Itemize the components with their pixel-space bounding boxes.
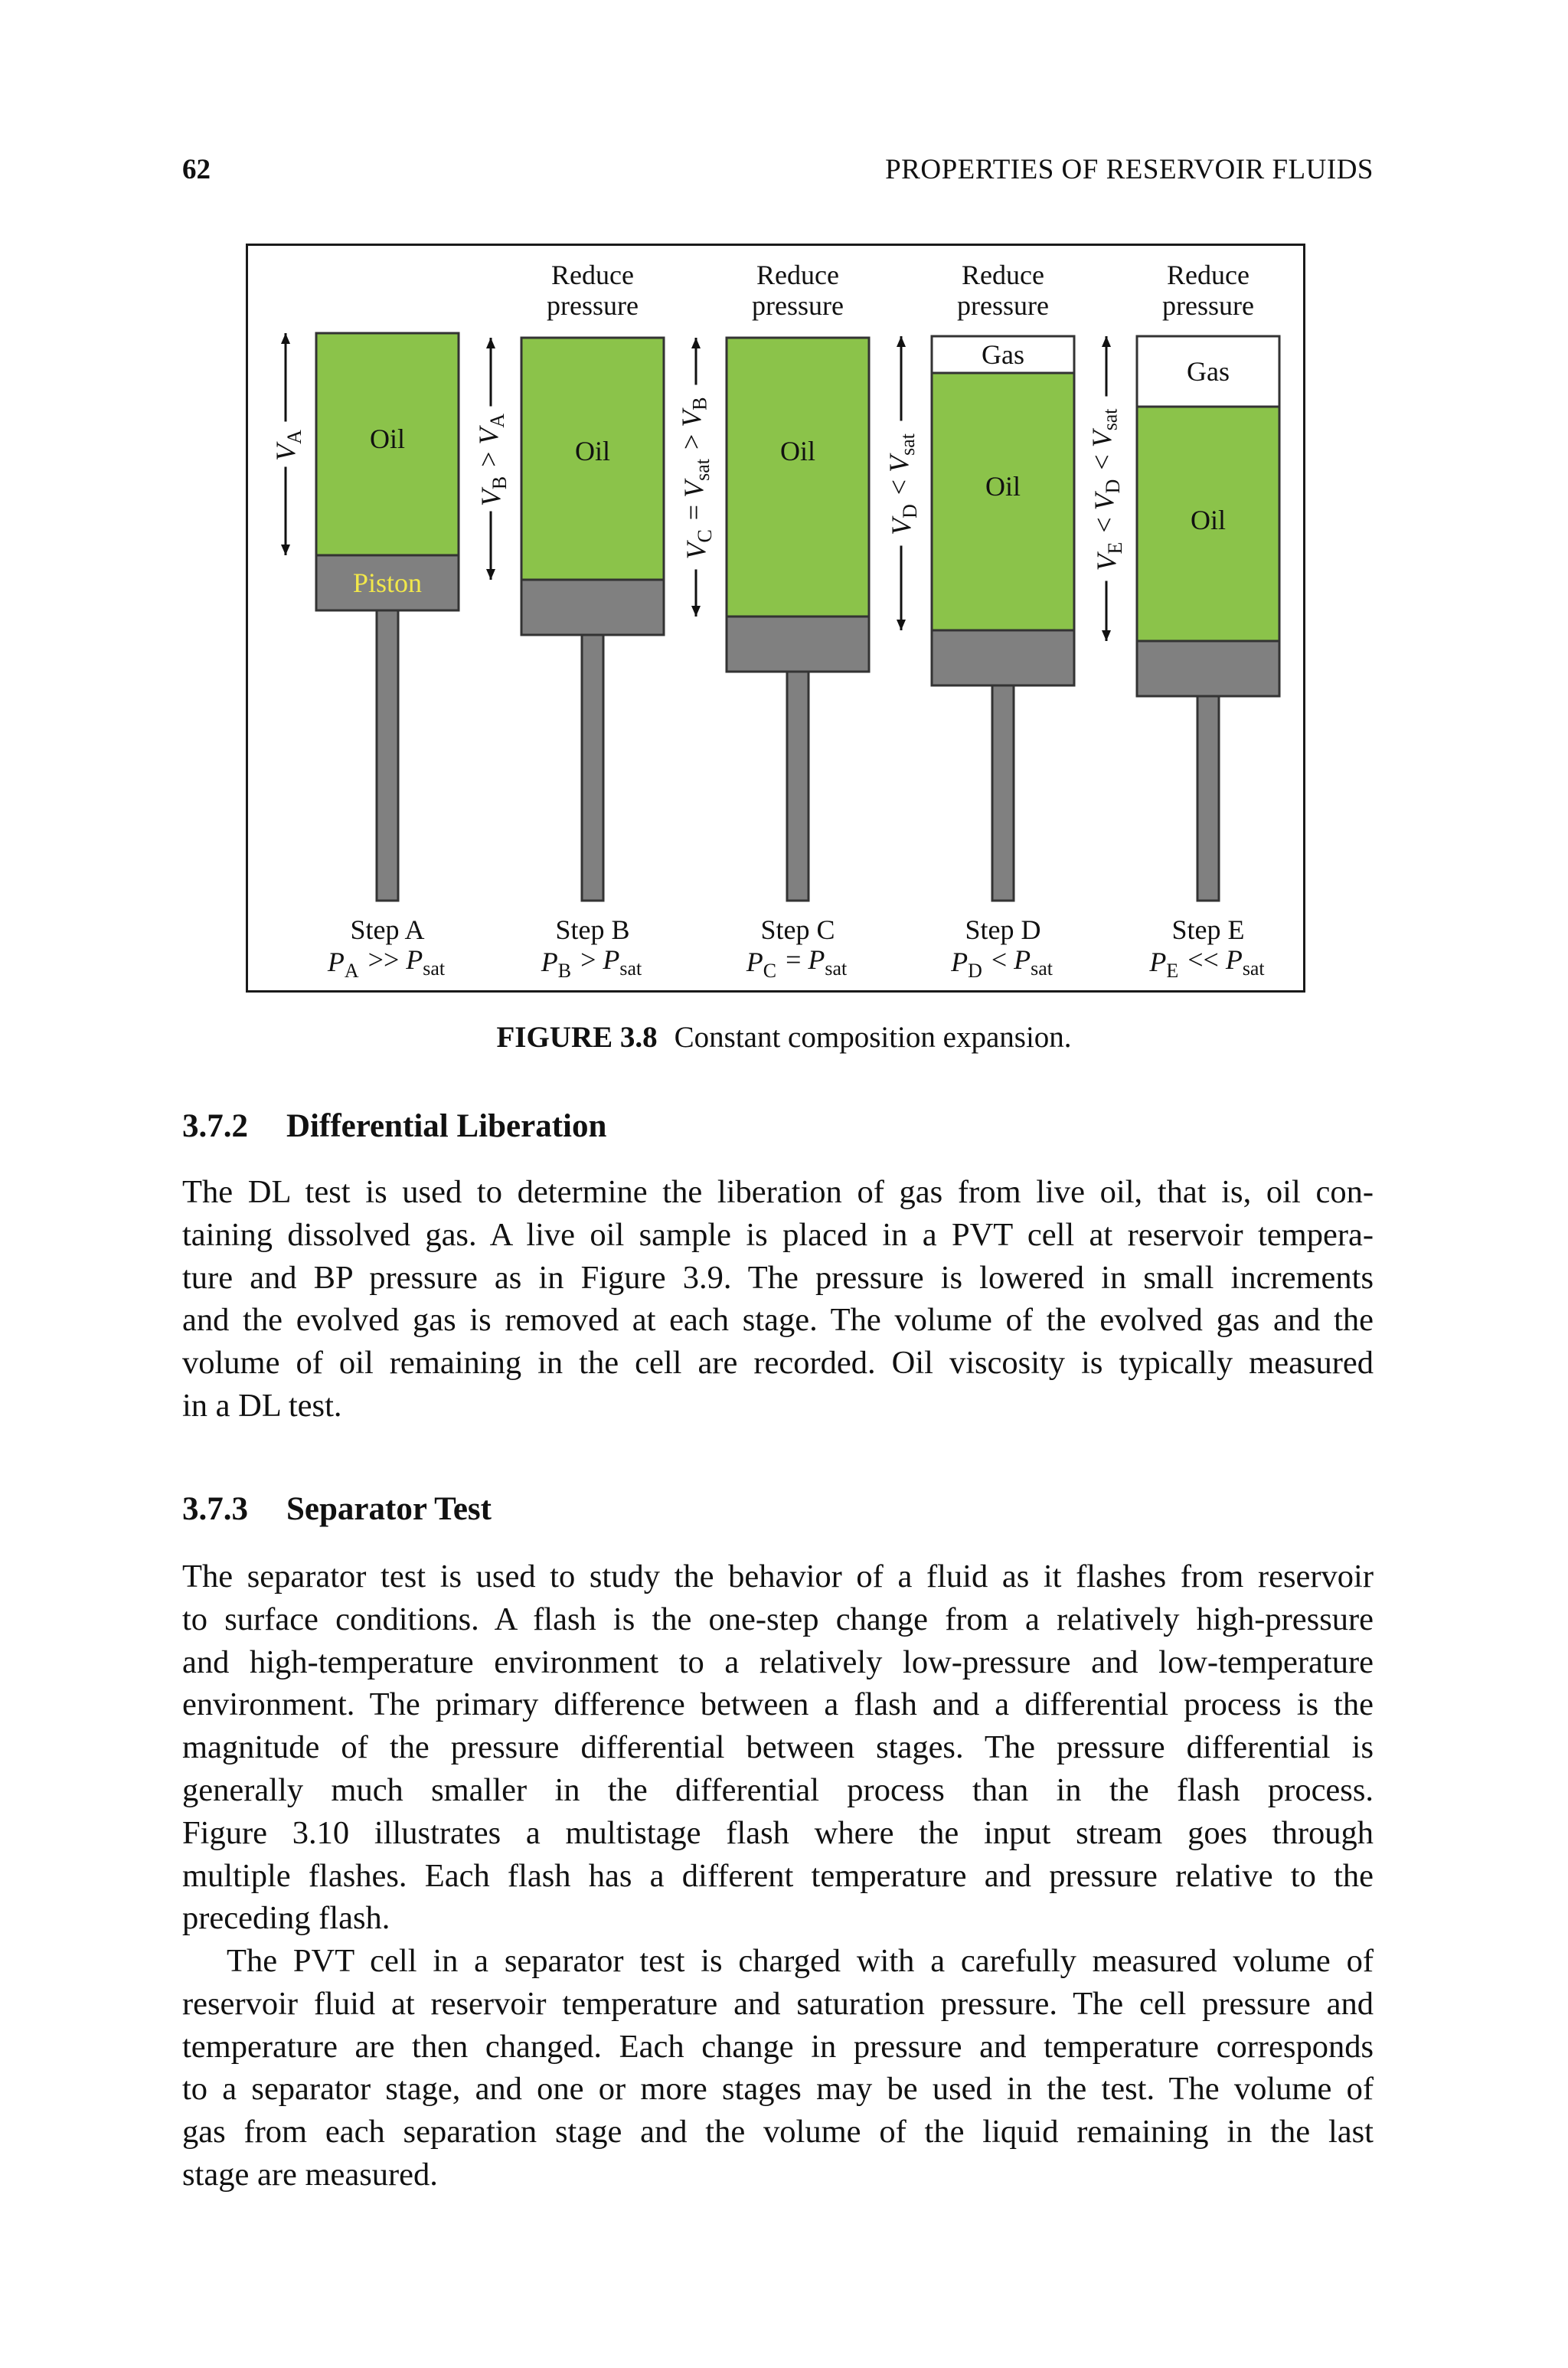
- oil-label: Oil: [779, 436, 816, 466]
- section-title: Differential Liberation: [286, 1108, 607, 1144]
- arrow-head-up: [1102, 336, 1111, 347]
- text-line: The PVT cell in a separator test is charged with a carefully measured volume of: [227, 1943, 1374, 1979]
- pressure-condition: $P_A$ >> $P_{sat}$: [327, 944, 446, 982]
- step-label: Step E: [1171, 914, 1245, 945]
- section-number: 3.7.2: [182, 1108, 248, 1144]
- running-title: PROPERTIES OF RESERVOIR FLUIDS: [885, 154, 1374, 185]
- oil-label: Oil: [574, 436, 611, 466]
- paragraph-separator-test-2: [182, 1940, 1374, 2196]
- pressure-condition: $P_D$ < $P_{sat}$: [951, 944, 1053, 982]
- section-heading-differential-liberation: [182, 1107, 606, 1145]
- piston-rod: [992, 685, 1014, 901]
- reduce-pressure-label: pressure: [957, 290, 1049, 321]
- arrow-head-down: [1102, 630, 1111, 641]
- volume-label: $V_C$ = $V_{sat}$ > $V_B$: [675, 397, 716, 560]
- oil-region: [932, 373, 1074, 630]
- step-label: Step B: [555, 914, 630, 945]
- piston-rod: [1197, 696, 1219, 901]
- text-line: gas from each separation stage and the volume of the liquid remaining in the last: [182, 2114, 1374, 2150]
- oil-label: Oil: [369, 424, 406, 454]
- piston: [1137, 641, 1279, 696]
- text-line: preceding flash.: [182, 1900, 390, 1937]
- text-line: stage are measured.: [182, 2156, 438, 2193]
- text-line: temperature are then changed. Each change in pressure and temperature corresponds: [182, 2028, 1374, 2065]
- figure-label: FIGURE 3.8: [496, 1021, 658, 1054]
- text-line: generally much smaller in the differential process than in the flash process.: [182, 1771, 1374, 1808]
- piston: [932, 630, 1074, 685]
- section-number: 3.7.3: [182, 1491, 248, 1527]
- page-number: 62: [182, 154, 211, 185]
- arrow-head-down: [486, 569, 495, 580]
- paragraph-separator-test-1: [182, 1555, 1374, 1940]
- piston-rod: [582, 635, 603, 901]
- piston-rod: [787, 672, 808, 901]
- pressure-condition: $P_C$ = $P_{sat}$: [746, 944, 848, 982]
- text-line: reservoir fluid at reservoir temperature and saturation pressure. The cell pressure and: [182, 1985, 1374, 2022]
- figure-caption: [0, 1020, 1568, 1055]
- text-line: volume of oil remaining in the cell are recorded. Oil viscosity is typically measured: [182, 1345, 1374, 1382]
- text-line: multiple flashes. Each flash has a different temperature and pressure relative to the: [182, 1857, 1374, 1894]
- arrow-head-down: [897, 620, 906, 630]
- arrow-head-up: [281, 333, 290, 344]
- text-line: to a separator stage, and one or more stages may be used in the test. The volume of: [182, 2071, 1374, 2108]
- oil-label: Oil: [985, 471, 1021, 502]
- reduce-pressure-label: pressure: [547, 290, 639, 321]
- reduce-pressure-label: Reduce: [962, 260, 1044, 290]
- reduce-pressure-label: Reduce: [756, 260, 839, 290]
- text-line: ture and BP pressure as in Figure 3.9. The pressure is lowered in small increments: [182, 1259, 1374, 1296]
- reduce-pressure-label: pressure: [752, 290, 844, 321]
- piston: [521, 580, 664, 635]
- text-line: Figure 3.10 illustrates a multistage flash where the input stream goes through: [182, 1814, 1374, 1851]
- text-line: environment. The primary difference between a flash and a differential process is the: [182, 1686, 1374, 1723]
- piston-label: Piston: [352, 567, 423, 598]
- paragraph-differential-liberation: [182, 1171, 1374, 1428]
- text-line: in a DL test.: [182, 1387, 342, 1424]
- text-line: The DL test is used to determine the liberation of gas from live oil, that is, oil con-: [182, 1174, 1374, 1210]
- reduce-pressure-label: Reduce: [1167, 260, 1250, 290]
- gas-label: Gas: [1187, 356, 1230, 387]
- text-line: taining dissolved gas. A live oil sample is placed in a PVT cell at reservoir tempera-: [182, 1216, 1374, 1253]
- pressure-condition: $P_E$ << $P_{sat}$: [1149, 944, 1265, 982]
- text-line: to surface conditions. A flash is the one-step change from a relatively high-pressure: [182, 1601, 1374, 1637]
- volume-label: $V_D$ < $V_{sat}$: [883, 433, 921, 535]
- arrow-head-down: [691, 606, 701, 617]
- piston: [727, 617, 869, 672]
- reduce-pressure-label: Reduce: [551, 260, 634, 290]
- figure-caption-text: Constant composition expansion.: [674, 1021, 1072, 1054]
- arrow-head-up: [897, 336, 906, 347]
- oil-region: [727, 338, 869, 617]
- gas-label: Gas: [982, 339, 1024, 370]
- section-heading-separator-test: [182, 1490, 492, 1528]
- arrow-head-up: [486, 338, 495, 348]
- figure-3-8: [246, 244, 1305, 993]
- arrow-head-down: [281, 545, 290, 555]
- step-label: Step A: [350, 914, 425, 945]
- piston-rod: [377, 610, 398, 901]
- text-line: magnitude of the pressure differential between stages. The pressure differential is: [182, 1729, 1374, 1766]
- text-line: and the evolved gas is removed at each stage. The volume of the evolved gas and the: [182, 1302, 1374, 1339]
- step-label: Step D: [965, 914, 1041, 945]
- oil-label: Oil: [1190, 505, 1227, 535]
- text-line: The separator test is used to study the behavior of a fluid as it flashes from reservoir: [182, 1558, 1374, 1594]
- pressure-condition: $P_B$ > $P_{sat}$: [541, 944, 642, 982]
- step-label: Step C: [760, 914, 835, 945]
- section-title: Separator Test: [286, 1491, 492, 1527]
- volume-label: $V_B$ > $V_A$: [472, 413, 511, 507]
- ccx-diagram: [248, 246, 1303, 990]
- volume-label: $V_A$: [270, 430, 305, 461]
- volume-label: $V_E$ < $V_D$ < $V_{sat}$: [1086, 408, 1126, 571]
- reduce-pressure-label: pressure: [1162, 290, 1254, 321]
- arrow-head-up: [691, 338, 701, 348]
- text-line: and high-temperature environment to a relatively low-pressure and low-temperature: [182, 1644, 1374, 1680]
